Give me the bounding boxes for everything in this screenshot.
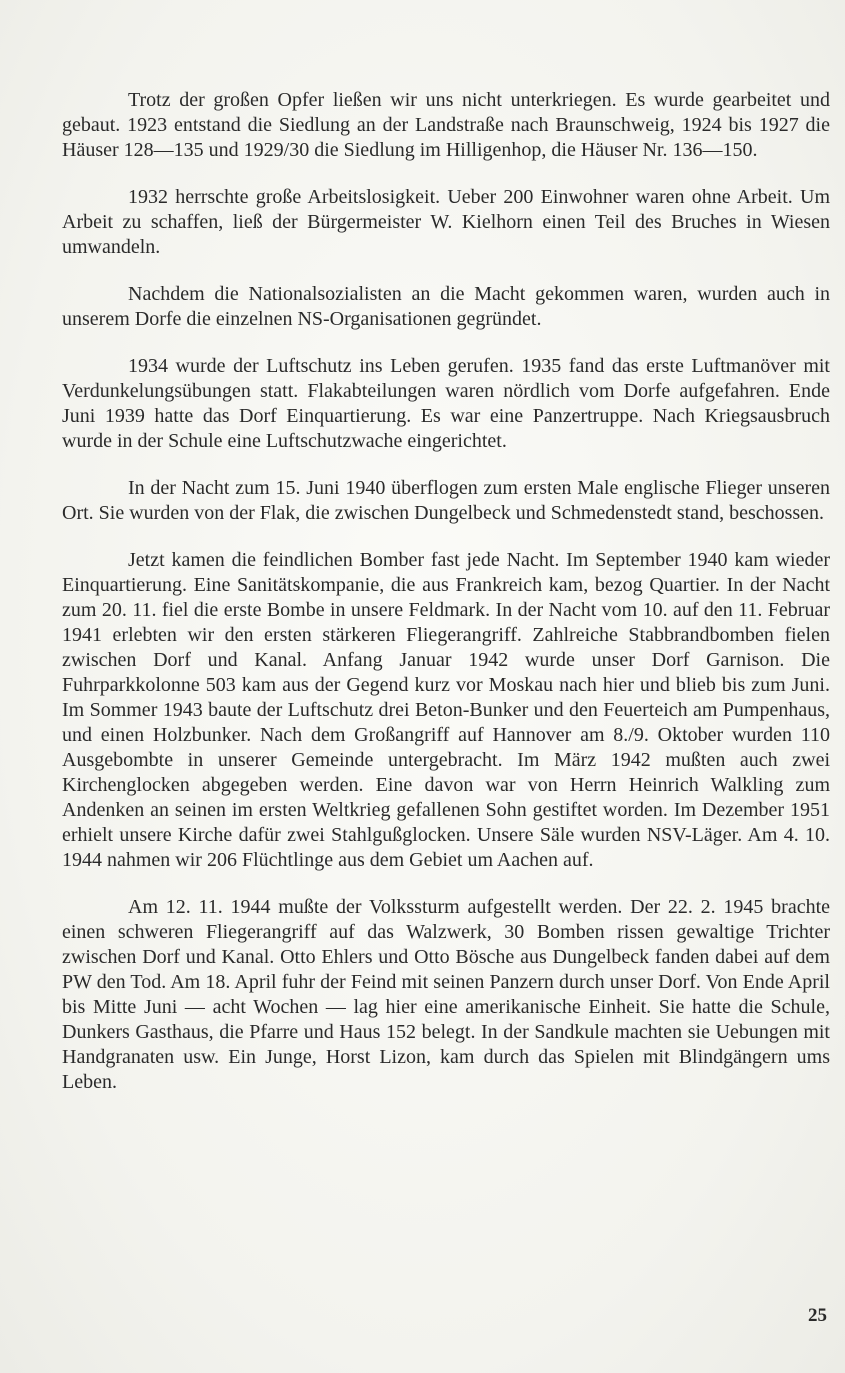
paragraph: Jetzt kamen die feindlichen Bomber fast jede Nacht. Im September 1940 kam wieder Einquartierung. Eine Sanitätskompanie, die aus Frankreich kam, bezog Quartier. In der Nacht zum 20. 11. fiel die erste Bombe in unsere Feldmark. In der Nacht vom 10. auf den 11. Februar 1941 erlebten wir den ersten stärkeren Fliegerangriff. Zahlreiche Stabbrandbomben fielen zwischen Dorf und Kanal. Anfang Januar 1942 wurde unser Dorf Garnison. Die Fuhrparkkolonne 503 kam aus der Gegend kurz vor Moskau nach hier und blieb bis zum Juni. Im Sommer 1943 baute der Luftschutz drei Beton-Bunker und den Feuerteich am Pumpenhaus, und einen Holzbunker. Nach dem Großangriff auf Hannover am 8./9. Oktober wurden 110 Ausgebombte in unserer Gemeinde untergebracht. Im März 1942 mußten auch zwei Kirchenglocken abgegeben werden. Eine davon war von Herrn Heinrich Walkling zum Andenken an seinen im ersten Weltkrieg gefallenen Sohn gestiftet worden. Im Dezember 1951 erhielt unsere Kirche dafür zwei Stahlgußglocken. Unsere Säle wurden NSV-Läger. Am 4. 10. 1944 nahmen wir 206 Flüchtlinge aus dem Gebiet um Aachen auf. [62, 549, 830, 871]
paragraph: Am 12. 11. 1944 mußte der Volkssturm aufgestellt werden. Der 22. 2. 1945 brachte einen schweren Fliegerangriff auf das Walzwerk, 30 Bomben rissen gewaltige Trichter zwischen Dorf und Kanal. Otto Ehlers und Otto Bösche aus Dungelbeck fanden dabei auf dem PW den Tod. Am 18. April fuhr der Feind mit seinen Panzern durch unser Dorf. Von Ende April bis Mitte Juni — acht Wochen — lag hier eine amerikanische Einheit. Sie hatte die Schule, Dunkers Gasthaus, die Pfarre und Haus 152 belegt. In der Sandkule machten sie Uebungen mit Handgranaten usw. Ein Junge, Horst Lizon, kam durch das Spielen mit Blindgängern ums Leben. [62, 896, 830, 1093]
body-text [62, 88, 830, 1117]
paragraph: 1934 wurde der Luftschutz ins Leben gerufen. 1935 fand das erste Luftmanöver mit Verdunkelungsübungen statt. Flakabteilungen waren nördlich vom Dorfe aufgefahren. Ende Juni 1939 hatte das Dorf Einquartierung. Es war eine Panzertruppe. Nach Kriegsausbruch wurde in der Schule eine Luftschutzwache eingerichtet. [62, 355, 830, 452]
page-number: 25 [808, 1305, 827, 1326]
paragraph: 1932 herrschte große Arbeitslosigkeit. Ueber 200 Einwohner waren ohne Arbeit. Um Arbeit zu schaffen, ließ der Bürgermeister W. Kielhorn einen Teil des Bruches in Wiesen umwandeln. [62, 186, 830, 258]
paragraph: Trotz der großen Opfer ließen wir uns nicht unterkriegen. Es wurde gearbeitet und gebaut. 1923 entstand die Siedlung an der Landstraße nach Braunschweig, 1924 bis 1927 die Häuser 128—135 und 1929/30 die Siedlung im Hilligenhop, die Häuser Nr. 136—150. [62, 89, 830, 161]
paragraph: Nachdem die Nationalsozialisten an die Macht gekommen waren, wurden auch in unserem Dorfe die einzelnen NS-Organisationen gegründet. [62, 283, 830, 330]
paragraph: In der Nacht zum 15. Juni 1940 überflogen zum ersten Male englische Flieger unseren Ort. Sie wurden von der Flak, die zwischen Dungelbeck und Schmedenstedt stand, beschossen. [62, 477, 830, 524]
